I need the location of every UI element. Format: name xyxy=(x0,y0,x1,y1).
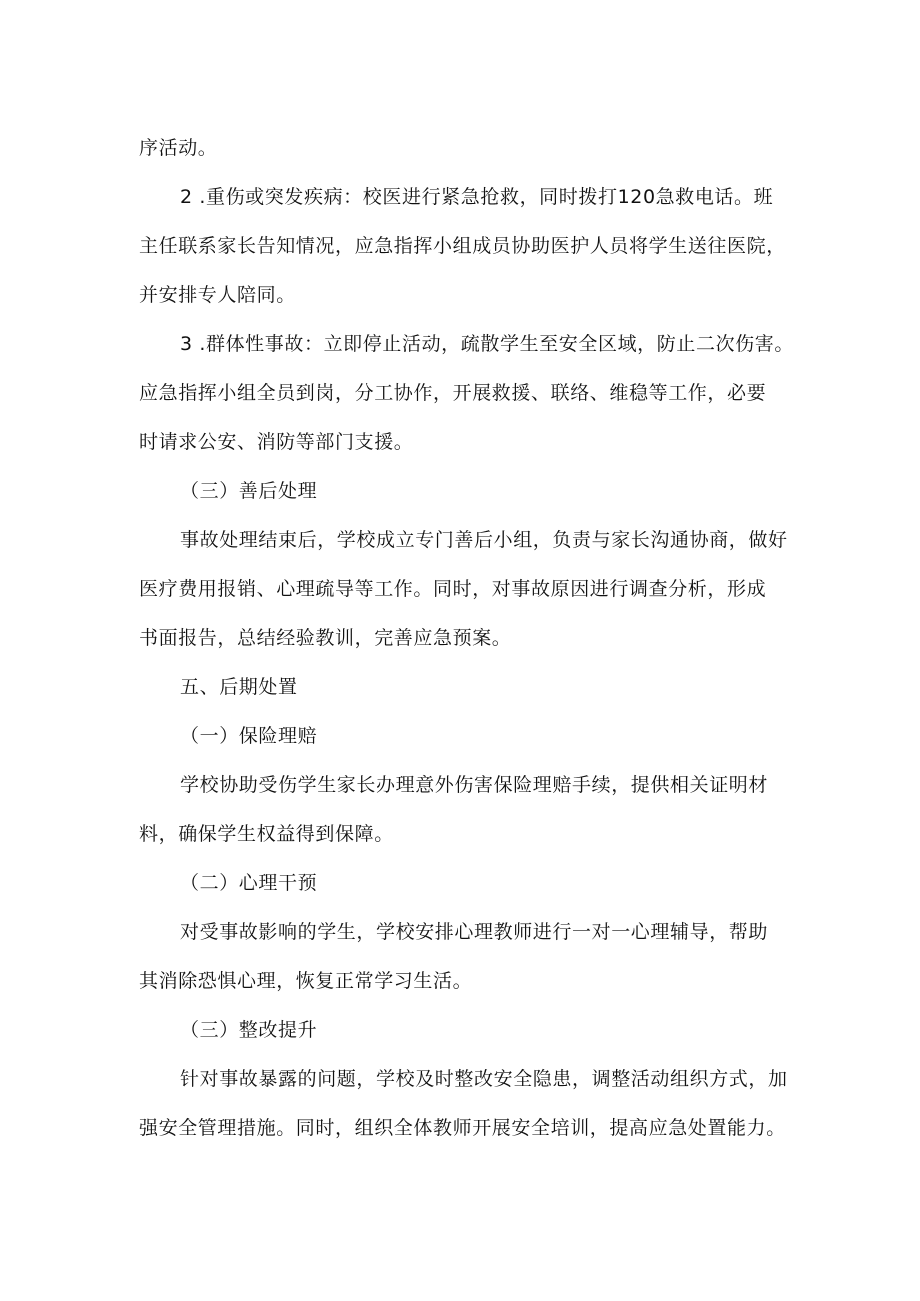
chapter-heading: 五、后期处置 xyxy=(180,676,298,698)
text-line: 书面报告，总结经验教训，完善应急预案。 xyxy=(139,627,512,649)
text-line: 其消除恐惧心理，恢复正常学习生活。 xyxy=(139,970,473,992)
text-line: 学校协助受伤学生家长办理意外伤害保险理赔手续，提供相关证明材 xyxy=(180,774,769,796)
section-heading: （三）整改提升 xyxy=(180,1019,318,1041)
text-line: 料，确保学生权益得到保障。 xyxy=(139,823,394,845)
text-line: 2 .重伤或突发疾病：校医进行紧急抢救，同时拨打120急救电话。班 xyxy=(180,186,774,208)
text-line: 时请求公安、消防等部门支援。 xyxy=(139,431,414,453)
text-line: 强安全管理措施。同时，组织全体教师开展安全培训，提高应急处置能力。 xyxy=(139,1117,786,1139)
section-heading: （二）心理干预 xyxy=(180,872,318,894)
section-heading: （一）保险理赔 xyxy=(180,725,318,747)
text-line: 序活动。 xyxy=(139,137,218,159)
text-line: 对受事故影响的学生，学校安排心理教师进行一对一心理辅导，帮助 xyxy=(180,921,769,943)
text-line: 应急指挥小组全员到岗，分工协作，开展救援、联络、维稳等工作，必要 xyxy=(139,382,767,404)
text-line: 3 .群体性事故：立即停止活动，疏散学生至安全区域，防止二次伤害。 xyxy=(180,333,794,355)
text-line: 事故处理结束后，学校成立专门善后小组，负责与家长沟通协商，做好 xyxy=(180,529,788,551)
section-heading: （三）善后处理 xyxy=(180,480,318,502)
text-line: 主任联系家长告知情况，应急指挥小组成员协助医护人员将学生送往医院， xyxy=(139,235,786,257)
text-line: 并安排专人陪同。 xyxy=(139,284,296,306)
text-line: 针对事故暴露的问题，学校及时整改安全隐患，调整活动组织方式，加 xyxy=(180,1068,788,1090)
text-line: 医疗费用报销、心理疏导等工作。同时，对事故原因进行调查分析，形成 xyxy=(139,578,767,600)
